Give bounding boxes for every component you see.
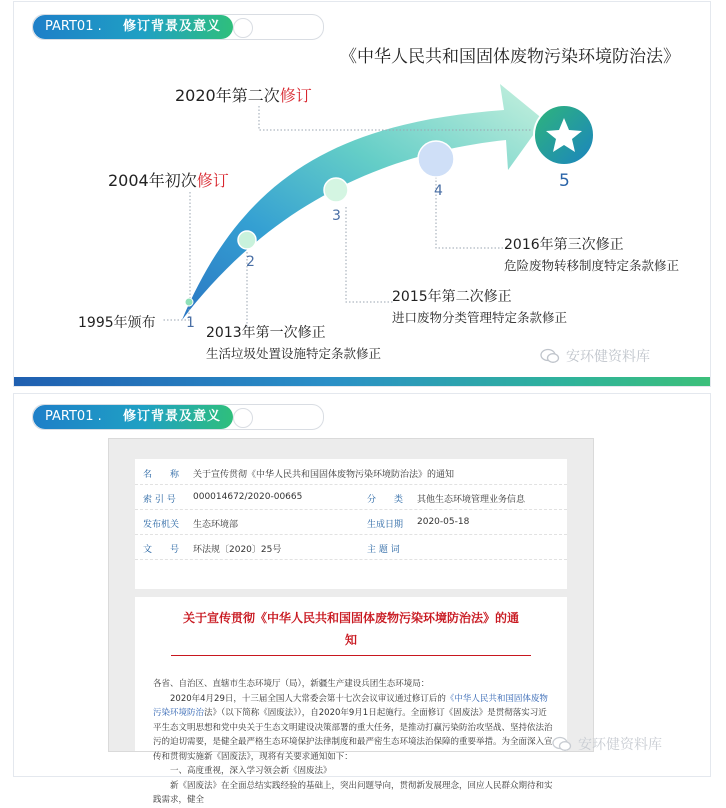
label-1995: 1995年颁布 (78, 315, 156, 331)
wechat-icon (552, 736, 572, 752)
label-2020 (175, 83, 312, 106)
label-2016 (504, 234, 679, 274)
part-badge-2 (32, 404, 324, 430)
leader-1995 (162, 302, 189, 320)
milestone-number-4: 4 (434, 183, 443, 199)
milestone-number-5: 5 (559, 171, 570, 191)
label-2015 (392, 286, 567, 326)
meta-value: 生态环境部 (193, 520, 239, 530)
label-2015-head: 2015年第二次修正 (392, 289, 512, 305)
part-badge-pill-2 (33, 405, 233, 429)
wechat-icon (540, 348, 560, 364)
meta-key: 发布机关 (143, 520, 180, 530)
label-2013 (206, 322, 381, 362)
law-title: 《中华人民共和国固体废物污染环境防治法》 (340, 47, 680, 67)
label-2004 (108, 168, 229, 191)
meta-value: 2020-05-18 (417, 517, 470, 527)
growth-arrow (182, 84, 544, 320)
label-2020-red: 修订 (279, 86, 312, 105)
meta-row-index (135, 484, 567, 510)
document-text (153, 677, 553, 808)
document-title (135, 607, 567, 651)
watermark-text-1: 安环健资料库 (566, 349, 650, 365)
meta-key: 生成日期 (367, 520, 404, 530)
meta-key: 文 号 (143, 545, 180, 555)
meta-value: 环法规〔2020〕25号 (193, 545, 282, 555)
watermark-2 (552, 734, 662, 754)
section-heading-1: 一、高度重视，深入学习领会新《固废法》 (170, 766, 332, 776)
title-rule (171, 655, 531, 656)
salutation: 各省、自治区、直辖市生态环境厅（局），新疆生产建设兵团生态环境局： (153, 679, 430, 689)
meta-value: 其他生态环境管理业务信息 (417, 495, 526, 505)
badge-tail-2 (233, 408, 253, 428)
slide-timeline (14, 2, 710, 386)
bottom-gradient-bar (14, 377, 710, 386)
label-2004-prefix: 2004年初次 (108, 171, 197, 190)
watermark-text-2: 安环健资料库 (578, 737, 662, 753)
meta-key: 分 类 (367, 495, 404, 505)
part-number: PART01 . (45, 19, 102, 34)
document-meta-table (135, 459, 567, 589)
part-number-2: PART01 . (45, 409, 102, 424)
meta-key: 主 题 词 (367, 545, 400, 555)
para-1-text-a: 2020年4月29日，十三届全国人大常委会第十七次会议审议通过修订后的 (170, 693, 446, 704)
meta-value: 关于宣传贯彻《中华人民共和国固体废物污染环境防治法》的通知 (193, 470, 455, 480)
milestone-dot-1 (185, 298, 193, 306)
milestone-dot-4 (418, 141, 454, 177)
meta-key: 索 引 号 (143, 495, 176, 505)
milestone-number-1: 1 (186, 315, 195, 331)
milestone-number-3: 3 (332, 208, 341, 224)
leader-2015 (346, 207, 394, 302)
milestone-dot-2 (238, 231, 256, 249)
label-2015-detail: 进口废物分类管理特定条款修正 (392, 310, 568, 325)
milestone-number-2: 2 (246, 254, 255, 270)
document-screenshot (108, 438, 594, 805)
paragraph-1 (153, 692, 553, 765)
law-link[interactable]: 《中华人民共和国固体废物污染环境防治 (153, 693, 548, 718)
meta-row-org (135, 509, 567, 535)
leader-2016 (436, 177, 504, 248)
meta-row-name (135, 459, 567, 485)
label-2004-red: 修订 (196, 171, 229, 190)
meta-key: 名 称 (143, 470, 180, 480)
document-body (135, 597, 567, 805)
label-2016-detail: 危险废物转移制度特定条款修正 (504, 258, 680, 273)
paragraph-2: 新《固废法》在全面总结实践经验的基础上，突出问题导向，贯彻新发展理念，回应人民群众期待和实践需求，健全 (153, 780, 553, 805)
label-2016-head: 2016年第三次修正 (504, 237, 624, 253)
meta-row-docno (135, 534, 567, 560)
document-title-line-1: 关于宣传贯彻《中华人民共和国固体废物污染环境防治法》的通 (182, 611, 519, 625)
part-title-2: 修订背景及意义 (123, 409, 222, 424)
label-2013-detail: 生活垃圾处置设施特定条款修正 (206, 346, 382, 361)
watermark-1 (540, 346, 650, 366)
meta-value: 000014672/2020-00665 (193, 492, 303, 502)
document-title-line-2: 知 (344, 633, 357, 647)
milestone-dot-3 (324, 178, 348, 202)
label-2020-prefix: 2020年第二次 (175, 86, 280, 105)
label-2013-head: 2013年第一次修正 (206, 325, 326, 341)
slide-document (14, 394, 710, 805)
part-title: 修订背景及意义 (123, 19, 222, 34)
para-1-text-b: 法》（以下简称《固废法》），自2020年9月1日起施行。全面修订《固废法》是贯彻落实习近平生态文明思想和党中央关于生态文明建设决策部署的重大任务，是推动打赢污染防治攻坚战、坚持依法治污的迫切需要，是健全最严格生态环境保护法律制度和最严密生态环境法治保障的重要举措。为全面深入宣传和贯彻实施新《固废法》，现将有关要求通知如下： (153, 708, 553, 762)
